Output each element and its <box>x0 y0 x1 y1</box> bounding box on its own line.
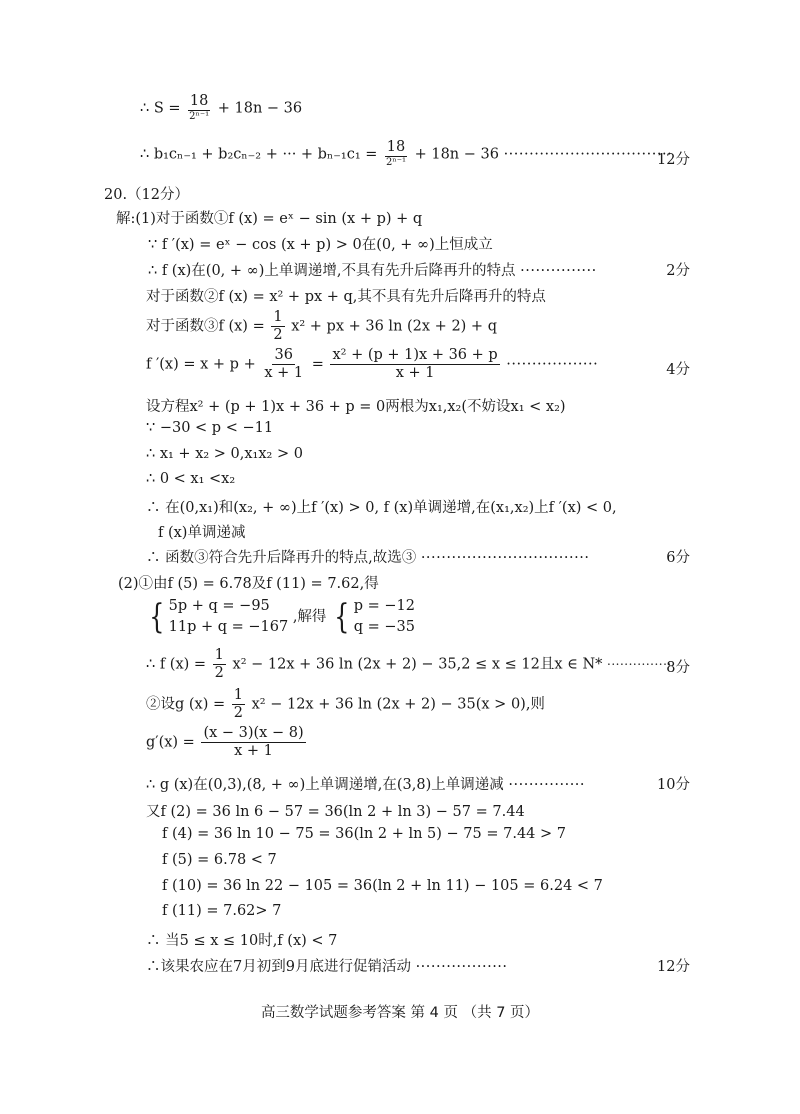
fraction: $\frac{(x - 3)(x - 8)}{x + 1}$ <box>203 725 304 760</box>
score-label: 2分 <box>666 263 690 279</box>
fraction: $\frac{1}{2}$ <box>233 687 243 722</box>
fraction: $\frac{36}{x + 1}$ <box>264 347 304 382</box>
solution-line: ∴ 在(0,x₁)和(x₂, + ∞)上f ′(x) > 0, f (x)单调递增,在(x₁,x₂)上f ′(x) < 0, <box>146 500 617 516</box>
system-left: { 5p + q = −95 11p + q = −167 <box>149 597 289 638</box>
solution-line: 对于函数②f (x) = x² + px + q,其不具有先升后降再升的特点 <box>146 289 546 305</box>
equation-system: { 5p + q = −95 11p + q = −167 ,解得 { p = −12 q = −35 <box>146 596 415 638</box>
solution-line: ∴ g (x)在(0,3),(8, + ∞)上单调递增,在(3,8)上单调递减 ··············· <box>146 777 586 793</box>
sum-bc-line: ∴ b₁cₙ₋₁ + b₂cₙ₋₂ + ··· + bₙ₋₁c₁ = $\frac{18}{\text{2ⁿ⁻¹}}$ + 18n − 36 ································· <box>140 139 673 169</box>
conclusion-line: ∴ 当5 ≤ x ≤ 10时,f (x) < 7 <box>146 933 338 949</box>
solution-line: ∴ f (x)在(0, + ∞)上单调递增,不具有先升后降再升的特点 ··············· <box>148 263 597 279</box>
fraction: $\frac{18}{\text{2ⁿ⁻¹}}$ <box>386 139 406 169</box>
derivative-line: f ′(x) = x + p + $\frac{36}{x + 1}$ = $\frac{\text{x² + (p + 1)x + 36 + p}}{x + 1}$ ·················· <box>146 347 599 382</box>
solution-line: ∴ x₁ + x₂ > 0,x₁x₂ > 0 <box>146 446 303 462</box>
function-g-line: ②设g (x) = $\frac{1}{2}$ x² − 12x + 36 ln (2x + 2) − 35(x > 0),则 <box>146 687 545 722</box>
fraction: $\frac{1}{2}$ <box>273 309 283 344</box>
solution-line: 设方程x² + (p + 1)x + 36 + p = 0两根为x₁,x₂(不妨设x₁ < x₂) <box>146 399 566 415</box>
fraction: $\frac{\text{x² + (p + 1)x + 36 + p}}{x + 1}$ <box>332 347 498 382</box>
conclusion-line: ∴该果农应在7月初到9月底进行促销活动 ·················· <box>146 959 508 975</box>
score-label: 12分 <box>657 959 690 975</box>
page-footer: 高三数学试题参考答案 第 4 页 （共 7 页） <box>260 1005 540 1021</box>
part2-heading: (2)①由f (5) = 6.78及f (11) = 7.62,得 <box>118 576 379 592</box>
score-label: 4分 <box>666 362 690 378</box>
solution-line: ∵ −30 < p < −11 <box>146 420 274 436</box>
fraction: $\frac{1}{2}$ <box>214 647 224 682</box>
left-brace-icon: { <box>149 597 165 638</box>
question-heading: 20.（12分） <box>104 187 190 203</box>
solution-line: 对于函数③f (x) = $\frac{1}{2}$ x² + px + 36 ln (2x + 2) + q <box>146 309 497 344</box>
score-label: 10分 <box>657 777 690 793</box>
system-right: { p = −12 q = −35 <box>334 597 415 638</box>
score-label: 6分 <box>666 550 690 566</box>
score-label: 8分 <box>666 660 690 676</box>
derivative-g-line: g′(x) = $\frac{(x - 3)(x - 8)}{x + 1}$ <box>146 725 304 760</box>
score-label: 12分 <box>657 152 690 168</box>
value-line: f (10) = 36 ln 22 − 105 = 36(ln 2 + ln 11) − 105 = 6.24 < 7 <box>162 878 603 894</box>
left-brace-icon: { <box>334 597 350 638</box>
solution-line: ∴ 函数③符合先升后降再升的特点,故选③ ································· <box>146 550 590 566</box>
value-line: f (11) = 7.62> 7 <box>162 903 282 919</box>
solution-line: f (x)单调递减 <box>158 525 246 541</box>
sum-s-lhs: ∴ S = <box>140 100 181 117</box>
solution-line: ∵ f ′(x) = eˣ − cos (x + p) > 0在(0, + ∞)上恒成立 <box>148 237 493 253</box>
function-f-line: ∴ f (x) = $\frac{1}{2}$ x² − 12x + 36 ln (2x + 2) − 35,2 ≤ x ≤ 12且x ∈ N* ··············· <box>146 647 672 682</box>
value-line: 又f (2) = 36 ln 6 − 57 = 36(ln 2 + ln 3) − 57 = 7.44 <box>146 804 525 820</box>
sum-s-line: ∴ S = $\frac{18}{\text{2ⁿ⁻¹}}$ + 18n − 36 <box>140 93 303 123</box>
fraction: $\frac{18}{\text{2ⁿ⁻¹}}$ <box>189 93 210 123</box>
solution-line: 解:(1)对于函数①f (x) = eˣ − sin (x + p) + q <box>116 211 423 227</box>
value-line: f (4) = 36 ln 10 − 75 = 36(ln 2 + ln 5) − 75 = 7.44 > 7 <box>162 826 566 842</box>
solution-line: ∴ 0 < x₁ <x₂ <box>146 471 236 487</box>
value-line: f (5) = 6.78 < 7 <box>162 852 277 868</box>
